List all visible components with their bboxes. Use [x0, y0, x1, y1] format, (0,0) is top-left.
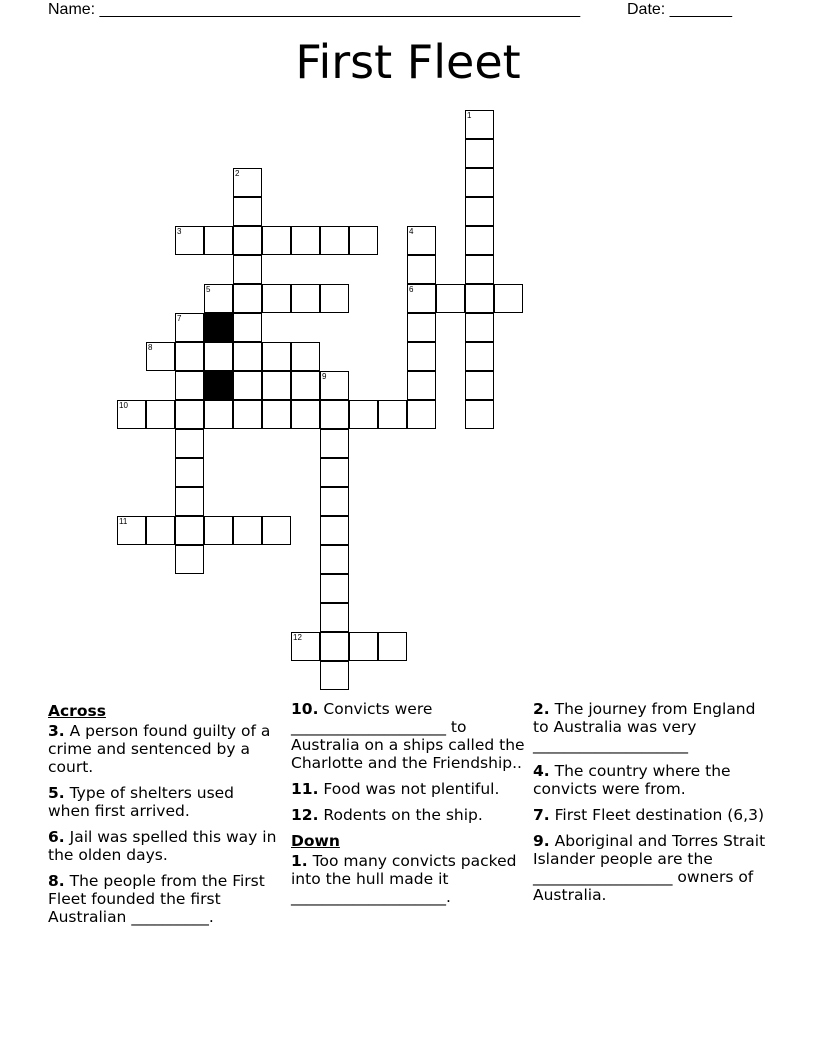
grid-cell[interactable] [320, 574, 349, 603]
grid-cell[interactable] [204, 400, 233, 429]
clue-down-1: 1. Too many convicts packed into the hull made it ____________________. [291, 852, 517, 906]
grid-cell[interactable] [320, 632, 349, 661]
grid-cell[interactable] [233, 313, 262, 342]
grid-cell[interactable] [349, 632, 378, 661]
clues-column-1 [48, 700, 280, 934]
grid-cell[interactable] [204, 284, 233, 313]
grid-cell[interactable] [291, 284, 320, 313]
grid-cell[interactable] [436, 284, 465, 313]
grid-cell[interactable] [233, 371, 262, 400]
grid-cell[interactable] [233, 516, 262, 545]
grid-cell[interactable] [262, 516, 291, 545]
grid-cell[interactable] [465, 313, 494, 342]
grid-cell[interactable] [320, 458, 349, 487]
grid-cell[interactable] [175, 487, 204, 516]
grid-cell[interactable] [175, 371, 204, 400]
grid-cell[interactable] [233, 168, 262, 197]
grid-cell[interactable] [233, 226, 262, 255]
grid-cell[interactable] [320, 487, 349, 516]
grid-cell[interactable] [465, 110, 494, 139]
clue-down-2: 2. The journey from England to Australia was very ____________________ [533, 700, 756, 754]
grid-cell[interactable] [407, 226, 436, 255]
cell-number: 5 [206, 285, 211, 294]
clue-down-7: 7. First Fleet destination (6,3) [533, 806, 764, 824]
grid-cell[interactable] [146, 400, 175, 429]
grid-cell[interactable] [320, 545, 349, 574]
grid-cell[interactable] [262, 371, 291, 400]
clue-down-4: 4. The country where the convicts were from. [533, 762, 731, 798]
grid-cell[interactable] [291, 371, 320, 400]
cell-number: 2 [235, 169, 240, 178]
grid-cell[interactable] [320, 661, 349, 690]
grid-cell[interactable] [175, 313, 204, 342]
grid-cell[interactable] [233, 342, 262, 371]
grid-cell[interactable] [407, 400, 436, 429]
grid-cell[interactable] [494, 284, 523, 313]
grid-cell[interactable] [146, 516, 175, 545]
grid-cell[interactable] [175, 226, 204, 255]
grid-cell[interactable] [407, 284, 436, 313]
clues-column-3 [533, 700, 773, 912]
clue-across-5: 5. Type of shelters used when first arrived. [48, 784, 235, 820]
grid-cell[interactable] [291, 342, 320, 371]
blocked-cell [204, 371, 233, 400]
down-heading: Down [291, 832, 340, 850]
clue-across-12: 12. Rodents on the ship. [291, 806, 483, 824]
grid-cell[interactable] [465, 226, 494, 255]
grid-cell[interactable] [465, 139, 494, 168]
clue-across-11: 11. Food was not plentiful. [291, 780, 500, 798]
grid-cell[interactable] [465, 284, 494, 313]
grid-cell[interactable] [407, 371, 436, 400]
grid-cell[interactable] [204, 226, 233, 255]
clue-across-8: 8. The people from the First Fleet founded the first Australian __________. [48, 872, 265, 926]
clue-across-3: 3. A person found guilty of a crime and sentenced by a court. [48, 722, 271, 776]
grid-cell[interactable] [349, 226, 378, 255]
grid-cell[interactable] [175, 516, 204, 545]
grid-cell[interactable] [291, 226, 320, 255]
grid-cell[interactable] [407, 255, 436, 284]
clue-across-6: 6. Jail was spelled this way in the olden days. [48, 828, 277, 864]
grid-cell[interactable] [262, 226, 291, 255]
grid-cell[interactable] [233, 255, 262, 284]
grid-cell[interactable] [233, 197, 262, 226]
grid-cell[interactable] [233, 400, 262, 429]
grid-cell[interactable] [262, 400, 291, 429]
grid-cell[interactable] [291, 400, 320, 429]
cell-number: 9 [322, 372, 327, 381]
date-field[interactable]: Date: _______ [627, 1, 732, 18]
cell-number: 6 [409, 285, 414, 294]
blocked-cell [204, 313, 233, 342]
grid-cell[interactable] [320, 284, 349, 313]
across-heading: Across [48, 702, 106, 720]
grid-cell[interactable] [465, 342, 494, 371]
grid-cell[interactable] [175, 429, 204, 458]
grid-cell[interactable] [320, 516, 349, 545]
grid-cell[interactable] [465, 255, 494, 284]
cell-number: 3 [177, 227, 182, 236]
grid-cell[interactable] [378, 632, 407, 661]
grid-cell[interactable] [320, 603, 349, 632]
grid-cell[interactable] [175, 545, 204, 574]
grid-cell[interactable] [262, 342, 291, 371]
grid-cell[interactable] [233, 284, 262, 313]
cell-number: 4 [409, 227, 414, 236]
grid-cell[interactable] [175, 458, 204, 487]
grid-cell[interactable] [262, 284, 291, 313]
cell-number: 8 [148, 343, 153, 352]
grid-cell[interactable] [117, 400, 146, 429]
cell-number: 7 [177, 314, 182, 323]
grid-cell[interactable] [320, 400, 349, 429]
grid-cell[interactable] [407, 313, 436, 342]
grid-cell[interactable] [320, 226, 349, 255]
grid-cell[interactable] [320, 371, 349, 400]
cell-number: 10 [119, 401, 128, 410]
grid-cell[interactable] [407, 342, 436, 371]
grid-cell[interactable] [465, 168, 494, 197]
grid-cell[interactable] [378, 400, 407, 429]
clue-down-9: 9. Aboriginal and Torres Strait Islander people are the __________________ owners of Australia. [533, 832, 766, 904]
grid-cell[interactable] [465, 371, 494, 400]
page-title: First Fleet [295, 35, 521, 89]
grid-cell[interactable] [204, 342, 233, 371]
clues-column-2 [291, 700, 525, 914]
grid-cell[interactable] [175, 400, 204, 429]
cell-number: 1 [467, 111, 472, 120]
cell-number: 11 [119, 517, 128, 526]
grid-cell[interactable] [349, 400, 378, 429]
grid-cell[interactable] [465, 400, 494, 429]
grid-cell[interactable] [146, 342, 175, 371]
name-field[interactable]: Name: ______________________________________________________ [48, 1, 581, 18]
grid-cell[interactable] [465, 197, 494, 226]
grid-cell[interactable] [117, 516, 146, 545]
cell-number: 12 [293, 633, 302, 642]
clue-across-10: 10. Convicts were ____________________ to Australia on a ships called the Charlotte and the Friendship.. [291, 700, 525, 772]
grid-cell[interactable] [175, 342, 204, 371]
grid-cell[interactable] [291, 632, 320, 661]
grid-cell[interactable] [320, 429, 349, 458]
grid-cell[interactable] [204, 516, 233, 545]
